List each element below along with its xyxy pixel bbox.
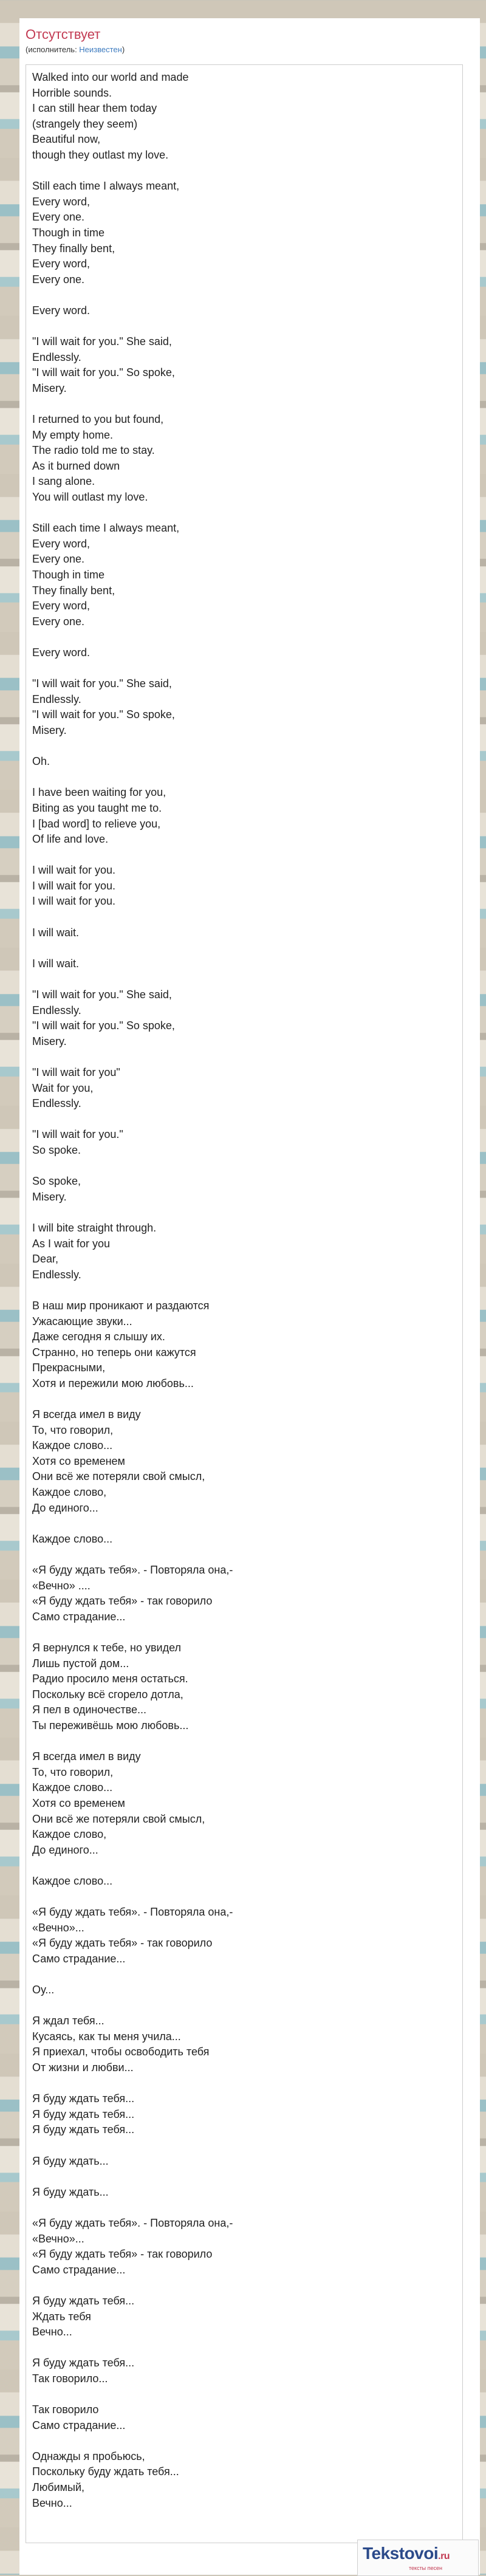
logo-tld: .ru: [438, 2551, 450, 2561]
site-logo[interactable]: [357, 2540, 479, 2576]
song-header: [19, 18, 480, 55]
artist-line: [26, 45, 480, 55]
artist-link[interactable]: Неизвестен: [79, 45, 122, 54]
lyrics-text: Walked into our world and made Horrible sounds. I can still hear them today (strangely they seem) Beautiful now, though they outlast my love. Still each time I always meant, Every word, Every one. Though in time They finally bent, Every word, Every one. Every word. "I will wait for you." She said, Endlessly. "I will wait for you." So spoke, Misery. I returned to you but found, My empty home. The radio told me to stay. As it burned down I sang alone. You will outlast my love. Still each time I always meant, Every word, Every one. Though in time They finally bent, Every word, Every one. Every word. "I will wait for you." She said, Endlessly. "I will wait for you." So spoke, Misery. Oh. I have been waiting for you, Biting as you taught me to. I [bad word] to relieve you, Of life and love. I will wait for you. I will wait for you. I will wait for you. I will wait. I will wait. "I will wait for you." She said, Endlessly. "I will wait for you." So spoke, Misery. "I will wait for you" Wait for you, Endlessly. "I will wait for you." So spoke. So spoke, Misery. I will bite straight through. As I wait for you Dear, Endlessly. В наш мир проникают и раздаются Ужасающие звуки... Даже сегодня я слышу их. Странно, но теперь они кажутся Прекрасными, Хотя и пережили мою любовь... Я всегда имел в виду То, что говорил, Каждое слово... Хотя со временем Они всё же потеряли свой смысл, Каждое слово, До единого... Каждое слово... «Я буду ждать тебя». - Повторяла она,- «Вечно» .... «Я буду ждать тебя» - так говорило Само страдание... Я вернулся к тебе, но увидел Лишь пустой дом... Радио просило меня остаться. Поскольку всё сгорело дотла, Я пел в одиночестве... Ты переживёшь мою любовь... Я всегда имел в виду То, что говорил, Каждое слово... Хотя со временем Они всё же потеряли свой смысл, Каждое слово, До единого... Каждое слово... «Я буду ждать тебя». - Повторяла она,- «Вечно»... «Я буду ждать тебя» - так говорило Само страдание... Оу... Я ждал тебя... Кусаясь, как ты меня учила... Я приехал, чтобы освободить тебя От жизни и любви... Я буду ждать тебя... Я буду ждать тебя... Я буду ждать тебя... Я буду ждать... Я буду ждать... «Я буду ждать тебя». - Повторяла она,- «Вечно»... «Я буду ждать тебя» - так говорило Само страдание... Я буду ждать тебя... Ждать тебя Вечно... Я буду ждать тебя... Так говорило... Так говорило Само страдание... Однажды я пробьюсь, Поскольку буду ждать тебя... Любимый, Вечно...: [32, 71, 233, 2509]
song-title: Отсутствует: [26, 27, 101, 42]
lyrics-box: [26, 64, 463, 2543]
song-card: [19, 18, 480, 2575]
artist-suffix: ): [122, 45, 125, 54]
logo-name: Tekstovoi: [363, 2544, 439, 2563]
artist-prefix: (исполнитель:: [26, 45, 80, 54]
logo-wordmark: [363, 2544, 450, 2563]
logo-tagline: тексты песен: [409, 2565, 443, 2571]
